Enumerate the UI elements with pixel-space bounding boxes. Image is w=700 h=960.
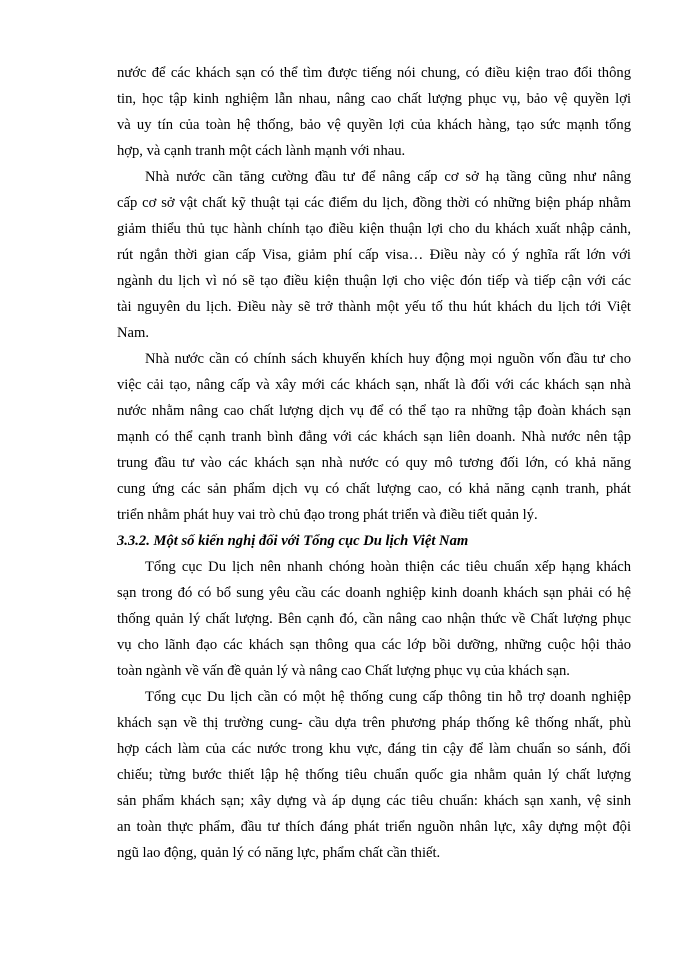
text-line: thống quản lý chất lượng. Bên cạnh đó, cần nâng cao nhận thức về Chất lượng phục — [117, 611, 631, 627]
text-line: Nam. — [117, 325, 150, 341]
text-line: an toàn thực phẩm, đầu tư thích đáng phát triển nguồn nhân lực, xây dựng một đội — [117, 819, 631, 835]
text-line: chiếu; từng bước thiết lập hệ thống tiêu chuẩn quốc gia nhằm quản lý chất lượng — [117, 767, 631, 783]
text-line: giảm thiểu thủ tục hành chính tạo điều kiện thuận lợi cho du khách xuất nhập cảnh, — [117, 221, 631, 237]
text-line: cấp cơ sở vật chất kỹ thuật tại các điểm du lịch, đồng thời có những biện pháp nhằm — [117, 195, 631, 211]
text-line: khách sạn về thị trường cung- cầu dựa trên phương pháp thống kê thống nhất, phù — [117, 715, 631, 731]
text-line: Tổng cục Du lịch nên nhanh chóng hoàn thiện các tiêu chuẩn xếp hạng khách — [145, 559, 631, 575]
text-line: tài nguyên du lịch. Điều này sẽ trở thành một yếu tố thu hút khách du lịch tới Việt — [117, 299, 631, 315]
text-line: tin, học tập kinh nghiệm lẫn nhau, nâng cao chất lượng phục vụ, bảo vệ quyền lợi — [117, 91, 631, 107]
text-line: và uy tín của toàn hệ thống, bảo vệ quyền lợi của khách hàng, tạo sức mạnh tổng — [117, 117, 631, 133]
section-heading: 3.3.2. Một số kiến nghị đối với Tổng cục Du lịch Việt Nam — [117, 533, 469, 549]
text-line: vụ cho lãnh đạo các khách sạn thông qua các lớp bồi dưỡng, những cuộc hội thảo — [117, 637, 631, 653]
text-line: mạnh có thể cạnh tranh bình đẳng với các khách sạn liên doanh. Nhà nước nên tập — [117, 429, 631, 445]
text-line: Tổng cục Du lịch cần có một hệ thống cung cấp thông tin hỗ trợ doanh nghiệp — [145, 689, 631, 705]
text-line: hợp, và cạnh tranh một cách lành mạnh với nhau. — [117, 143, 406, 159]
text-line: ngành du lịch vì nó sẽ tạo điều kiện thuận lợi cho việc đón tiếp và tiếp cận với các — [117, 273, 631, 289]
text-line: Nhà nước cần tăng cường đầu tư để nâng cấp cơ sở hạ tầng cũng như nâng — [145, 169, 631, 185]
text-line: việc cải tạo, nâng cấp và xây mới các khách sạn, nhất là đối với các khách sạn nhà — [117, 377, 631, 393]
text-line: rút ngắn thời gian cấp Visa, giảm phí cấp visa… Điều này có ý nghĩa rất lớn với — [117, 247, 631, 263]
text-line: toàn ngành về vấn đề quản lý và nâng cao Chất lượng phục vụ của khách sạn. — [117, 663, 570, 679]
text-line: trung đầu tư vào các khách sạn nhà nước có quy mô tương đối lớn, có khả năng — [117, 455, 631, 471]
text-line: sản phẩm khách sạn; xây dựng và áp dụng các tiêu chuẩn: khách sạn xanh, vệ sinh — [117, 793, 631, 809]
text-line: ngũ lao động, quản lý có năng lực, phẩm chất cần thiết. — [117, 845, 441, 861]
text-line: nước để các khách sạn có thể tìm được tiếng nói chung, có điều kiện trao đổi thông — [117, 65, 631, 81]
text-line: hợp cách làm của các nước trong khu vực, đáng tin cậy để làm chuẩn so sánh, đối — [117, 741, 631, 757]
text-line: sạn trong đó có bổ sung yêu cầu các doanh nghiệp kinh doanh khách sạn phải có hệ — [117, 585, 631, 601]
text-line: Nhà nước cần có chính sách khuyến khích huy động mọi nguồn vốn đầu tư cho — [145, 351, 631, 367]
text-line: triển nhằm phát huy vai trò chủ đạo trong phát triển và điều tiết quản lý. — [117, 507, 538, 523]
text-line: nước nhằm nâng cao chất lượng dịch vụ để có thể tạo ra những tập đoàn khách sạn — [117, 403, 631, 419]
text-line: cung ứng các sản phẩm dịch vụ có chất lượng cao, có khả năng cạnh tranh, phát — [117, 481, 631, 497]
